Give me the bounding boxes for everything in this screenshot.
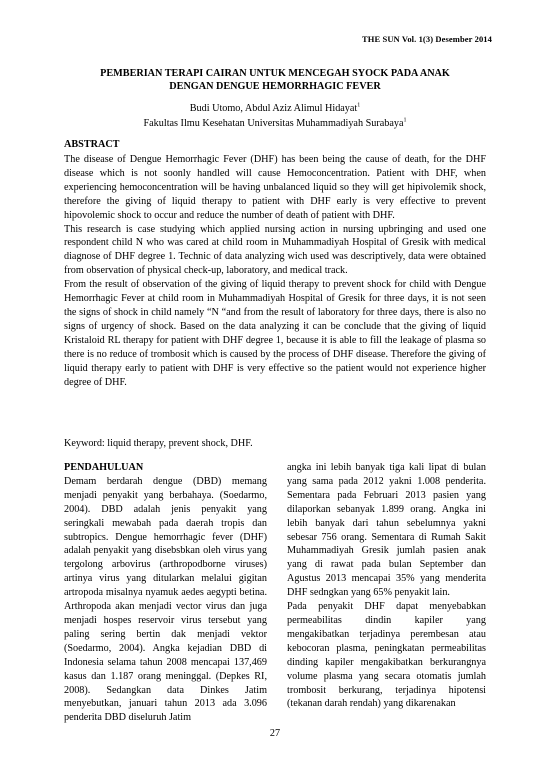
abstract-paragraph-1: The disease of Dengue Hemorrhagic Fever (DHF) has been being the cause of death, for the DHF disease which is not soonly handled will cause Hemoconcentration. Patient with DHF, when experiencing hemoconcentration will be having unbalanced liquid so they will get hipivolemik shock, therefore the giving of liquid therapy to patient with DHF early is very effective to prevent hipovolemic shock to occur and reduce the number of death of patient with DHF. bbox=[64, 154, 486, 221]
author-superscript: 1 bbox=[357, 102, 361, 109]
abstract-heading: ABSTRACT bbox=[64, 139, 120, 150]
left-column bbox=[64, 461, 267, 725]
author-names bbox=[64, 101, 486, 116]
journal-header: THE SUN Vol. 1(3) Desember 2014 bbox=[362, 34, 492, 44]
author-names-text: Budi Utomo, Abdul Aziz Alimul Hidayat bbox=[189, 103, 358, 114]
left-column-paragraph: Demam berdarah dengue (DBD) memang menjadi penyakit yang berbahaya. (Soedarmo, 2004). DBD adalah jenis penyakit yang seringkali mewabah pada daerah tropis dan subtropics. Dengue hemorrhagic fever (DHF) adalah penyakit yang disebsbkan oleh virus yang tergolong arbovirus (arthropodborne viruses) artinya virus yang ditularkan melalui gigitan artropoda misalnya nyamuk aedes aegypti betina. Arthropoda akan menjadi vector virus dan juga menjadi hospes reservoir virus tersebut yang paling sering bertin dak menjadi vektor (Soedarmo, 2004). Angka kejadian DBD di Indonesia selama tahun 2008 mencapai 137,469 kasus dan 1.187 orang meninggal. (Depkes RI, 2008). Sedangkan data Dinkes Jatim menyebutkan, januari tahun 2013 ada 3.096 penderita DBD diseluruh Jatim bbox=[64, 475, 267, 724]
affiliation-superscript: 1 bbox=[403, 117, 407, 124]
abstract-paragraph-2: This research is case studying which applied nursing action in nursing upbringing and used one respondent child N who was cared at child room in Muhammadiyah Hospital of Gresik with medical diagnose of DHF degree 1. Technic of data analyzing wich used was descriptively, data were obtained from observation of physical check-up, laboratory, and medical track. bbox=[64, 223, 486, 277]
title-line-1: PEMBERIAN TERAPI CAIRAN UNTUK MENCEGAH SYOCK PADA ANAK bbox=[100, 68, 450, 79]
abstract-paragraph-3: From the result of observation of the giving of liquid therapy to prevent shock for child with Dengue Hemorrhagic Fever at child room in Muhammadiyah Hospital of Gresik for three days, it is not seen the signs of shock in child namely “N “and from the result of laboratory for three days, there is also no signs of urgency of shock. Based on the data analyzing it can be conclude that the giving of liquid Kristaloid RL therapy for patient with DHF degree 1, because it is able to fill the leakage of plasma so there is no reduce of trombosit which is caused by the process of DHF disease. Therefore the giving of liquid therapy early to patient with DHF is very effective so the patient would not experience higher degree of DHF. bbox=[64, 279, 486, 388]
affiliation-text: Fakultas Ilmu Kesehatan Universitas Muhammadiyah Surabaya bbox=[143, 118, 404, 129]
title-line-2: DENGAN DENGUE HEMORRHAGIC FEVER bbox=[169, 81, 381, 92]
right-column-paragraph-1: angka ini lebih banyak tiga kali lipat di bulan yang sama pada 2012 yakni 1.008 penderita. Sementara pada Februari 2013 pasien yang dilaporkan sebanyak 1.899 orang. Angka ini lebih banyak dari tahun sebelumnya yakni sebesar 756 orang. Sementara di Rumah Sakit Muhammadiyah Gresik jumlah pasien anak yang di rawat pada bulan September dan Agustus 2013 mencapai 35% yang menderita DHF sedngkan yang 65% penyakit lain. bbox=[287, 462, 486, 599]
author-affiliation bbox=[64, 116, 486, 131]
author-block bbox=[64, 101, 486, 131]
keywords-line: Keyword: liquid therapy, prevent shock, DHF. bbox=[64, 438, 253, 449]
article-title bbox=[64, 67, 486, 93]
abstract-body bbox=[64, 153, 486, 389]
right-column-paragraph-2: Pada penyakit DHF dapat menyebabkan permeabilitas dindin kapiler yang mengakibatkan terjadinya perembesan atau kebocoran plasma, peningkatan permeabilitas dinding kapiler mengakibatkan berkurangnya volume plasma yang secara otomatis jumlah trombosit berkurang, terjadinya hipotensi (tekanan darah rendah) yang dikarenakan bbox=[287, 601, 486, 710]
section-heading-pendahuluan: PENDAHULUAN bbox=[64, 462, 144, 473]
page-number: 27 bbox=[269, 728, 281, 739]
right-column bbox=[287, 461, 486, 711]
